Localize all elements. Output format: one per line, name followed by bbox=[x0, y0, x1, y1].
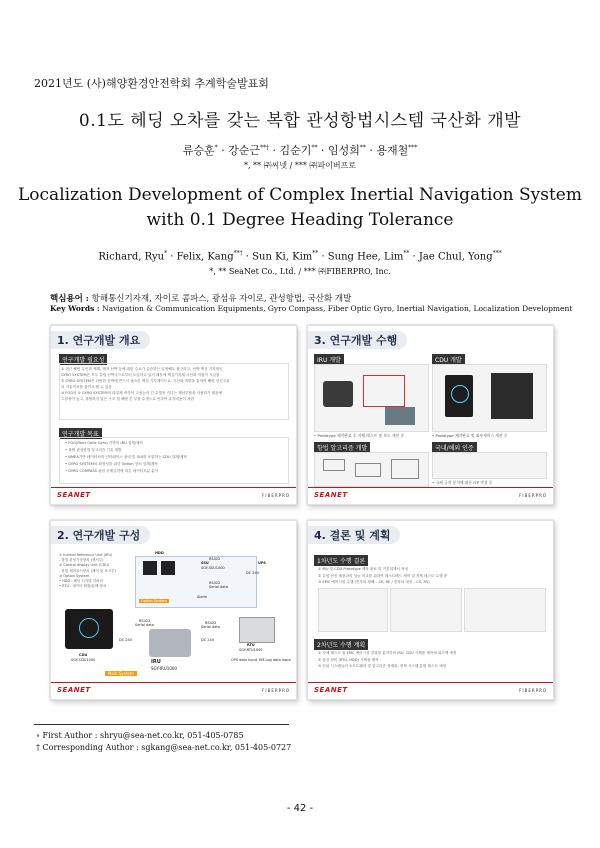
component-list: ① Inertial Reference Unit (IRU) - 항법 관성기준장치 (센서부) ② Control display Unit (CDU) - 항법 제어표시장치 (제어 및 표시부) ③ Option System • HDD : 헤딩 디지털 리피터 • RTU : 데이터 확장/분배 장치 bbox=[59, 553, 116, 589]
fiberpro-logo: FIBERPRO bbox=[262, 493, 290, 498]
slide-conclusion-plan bbox=[307, 520, 554, 700]
certification-document bbox=[432, 452, 547, 479]
english-authors: Richard, Ryu* · Felix, Kang**† · Sun Ki, Kim** · Sung Hee, Lim** · Jae Chul, Yong*** bbox=[98, 250, 502, 263]
section-heading: 항법 알고리즘 개발 bbox=[314, 442, 370, 453]
dc24-label: DC 24V bbox=[246, 571, 260, 575]
keywords-korean: 핵심용어 : 항해통신기자재, 자이로 콤파스, 광섬유 자이로, 관성항법, 국산화 개발 bbox=[50, 294, 352, 304]
slide-research-overview bbox=[50, 325, 297, 505]
iru-development-photo bbox=[314, 364, 429, 432]
test-photo bbox=[390, 588, 462, 632]
section-heading: 연구개발 필요성 bbox=[59, 354, 107, 365]
dc24-label: DC 24V bbox=[201, 638, 215, 642]
test-photo bbox=[318, 588, 388, 632]
emlog-label: EM-Log data input bbox=[259, 658, 291, 662]
slide-research-configuration: 2. 연구개발 구성 ① Inertial Reference Unit (IRU) - 항법 관성기준장치 (센서부) ② Control display Unit (CDU) - 항법 제어표시장치 (제어 및 표시부) ③ Option System • HDD : 헤딩 디지털 리피터 • RTU : 데이터 확장/분배 장치 Option System HDD SSU SGY-SSU1000 UPS RS422 RS422 Serial data DC 24V Alarm RS422 Serial data RS422 Serial data DC 24V DC 24V CDU SGY-CDU1000 IRU SGY-IRU1000 RTU SGY-RTU1000 GPS data input EM-Log data input Main System SEANET FIBERPRO bbox=[50, 520, 297, 700]
gps-label: GPS data input bbox=[231, 658, 258, 662]
main-system-label: Main System bbox=[105, 671, 137, 676]
rs422-label: RS422 bbox=[205, 621, 217, 625]
cdu-development-photo bbox=[432, 364, 547, 432]
algorithm-diagram bbox=[314, 452, 429, 487]
cdu-label: CDU bbox=[79, 653, 88, 657]
section-heading: 1차년도 수행 결론 bbox=[314, 555, 368, 566]
slide-title: 3. 연구개발 수행 bbox=[308, 331, 407, 349]
keywords-english: Key Words : Navigation & Communication Equipments, Gyro Compass, Fiber Optic Gyro, Inertial Navigation, Localization Development bbox=[50, 304, 573, 313]
footnote-rule bbox=[34, 724, 289, 725]
section-heading: 연구개발 목표 bbox=[59, 428, 102, 439]
ups-label: UPS bbox=[258, 561, 266, 565]
seanet-logo: SEANET bbox=[57, 686, 91, 694]
section-heading: 2차년도 수행 계획 bbox=[314, 639, 368, 650]
seanet-logo: SEANET bbox=[314, 686, 348, 694]
section-heading: 국내/해외 인증 bbox=[432, 442, 477, 453]
option-system-label: Option System bbox=[141, 599, 167, 603]
slide-research-execution bbox=[307, 325, 554, 505]
page-number: - 42 - bbox=[286, 803, 314, 814]
slide-title: 4. 결론 및 계획 bbox=[308, 526, 400, 544]
footnote-corresponding-author: † Corresponding Author : sgkang@sea-net.co.kr, 051-405-0727 bbox=[36, 743, 292, 752]
iru-caption: • Prototype 제작완료 후 자체 테스트 및 보드 개선 중 bbox=[314, 433, 405, 438]
rtu-device bbox=[239, 617, 275, 643]
section-heading: CDU 개발 bbox=[432, 354, 465, 365]
need-list: ① 최근 해양 무인화 체계, 레저 선박 등에 대한 수요가 급증하는 일정해도 불구하고, 선박 핵심 기자재인 GYRO SYSTEM은 모두 유럽 선박국으로부터 도입하고 있기 때문에 핵심기자재 국산화 지원이 시급함 ② GYRO SYSTEM은 다양한 선박에 반드시 필요한 핵심 기자재이므로, 국산화 개발을 통하여 해양 선진국과 의 기술격차를 줄이고 할 수 있음 ③ FOG의 ① GYRO SYSTEM의 타업체 비하여 고성능의 긴 수명을 지니는 제삼부품을 사용하기 때문에 고장성이 높고, 복합하지 않은 구조 및 해양 긴 부품 수명으로 인하여 유지비용이 저렴 bbox=[61, 367, 230, 401]
english-title: Localization Development of Complex Inertial Navigation System with 0.1 Degree Heading Tolerance bbox=[18, 185, 582, 230]
hdd-device bbox=[143, 561, 157, 575]
korean-title: 0.1도 헤딩 오차를 갖는 복합 관성항법시스템 국산화 개발 bbox=[78, 111, 522, 131]
cdu-device bbox=[65, 609, 113, 649]
conference-header: 2021년도 (사)해양환경안전학회 추계학술발표회 bbox=[34, 77, 269, 90]
hdd-label: HDD bbox=[155, 551, 164, 555]
slide-title: 1. 연구개발 개요 bbox=[51, 331, 150, 349]
fiberpro-logo: FIBERPRO bbox=[262, 688, 290, 693]
fiberpro-logo: FIBERPRO bbox=[519, 688, 547, 693]
test-chart-photo bbox=[464, 588, 546, 632]
slide-title: 2. 연구개발 구성 bbox=[51, 526, 150, 544]
footnote-first-author: ∘ First Author : shryu@sea-net.co.kr, 051-405-0785 bbox=[36, 731, 244, 740]
rs422-label: RS422 bbox=[209, 557, 221, 561]
fiberpro-logo: FIBERPRO bbox=[519, 493, 547, 498]
korean-affiliation: *, ** ㈜씨넷 / *** ㈜파이버프로 bbox=[243, 161, 357, 170]
iru-device bbox=[149, 629, 191, 657]
cert-caption: • 국제 규격 분석에 따른 ITP 작성 중 bbox=[432, 480, 493, 485]
dc24-label: DC 24V bbox=[119, 638, 133, 642]
ssu-label: SSU bbox=[201, 561, 209, 565]
rtu-label: RTU bbox=[247, 643, 255, 647]
goal-list: • FOG(Fiber Optic Gyro) 기반의 IRU 설계/제작 • 복합 관성항법 알고리즘 기술 개발 • NMEA기반 데이터처리 인터페이스 장비 및 GUI를 포함하는 CDU 설계/제작 • GYRO SYSTEM의 확장성을 위한 Option 장치 설계/제작 • GYRO COMPASS 관련 국제규격에 따른 데이터모분 분석 bbox=[65, 441, 187, 473]
hdd-device bbox=[161, 561, 175, 575]
alarm-label: Alarm bbox=[197, 595, 208, 599]
rs422-label: RS422 bbox=[209, 581, 221, 585]
iru-label: IRU bbox=[151, 659, 161, 665]
section-heading: IRU 개발 bbox=[314, 354, 344, 365]
korean-authors: 류승훈* · 강순근**† · 김순기** · 임성희** · 용재철*** bbox=[182, 144, 418, 157]
rs422-label: RS422 bbox=[139, 619, 151, 623]
english-affiliation: *, ** SeaNet Co., Ltd. / *** ㈜FIBERPRO, Inc. bbox=[209, 267, 391, 276]
year2-list: ① 자체 테스트 및 EMC 예비시험 결과를 분석하여 IRU, CDU 시제품 제작에 피드백 예정 ② 옵션 장비 (RTU, HDD) 시제품 제작 ③ 단위 시스템들의 소프트웨어 및 알고리즘 정제화, 전체 시스템 통합 테스트 예정 bbox=[318, 651, 457, 668]
seanet-logo: SEANET bbox=[57, 491, 91, 499]
seanet-logo: SEANET bbox=[314, 491, 348, 499]
year1-list: ① IRU 및 CDU Prototype 제작 완료 및 기본설계서 작성 ② 유럽 선진 제품과의 성능 비교를 위하여 테스트베드 제작 및 자체 테스트 수행 중 ③ EMC 예비시험 수행 (전자파 장해 – CE, RE / 전자파 내성 – CS, RS) bbox=[318, 567, 448, 584]
cdu-caption: • Prototype 제작완료 및 외부케이스 개선 중 bbox=[432, 433, 508, 438]
